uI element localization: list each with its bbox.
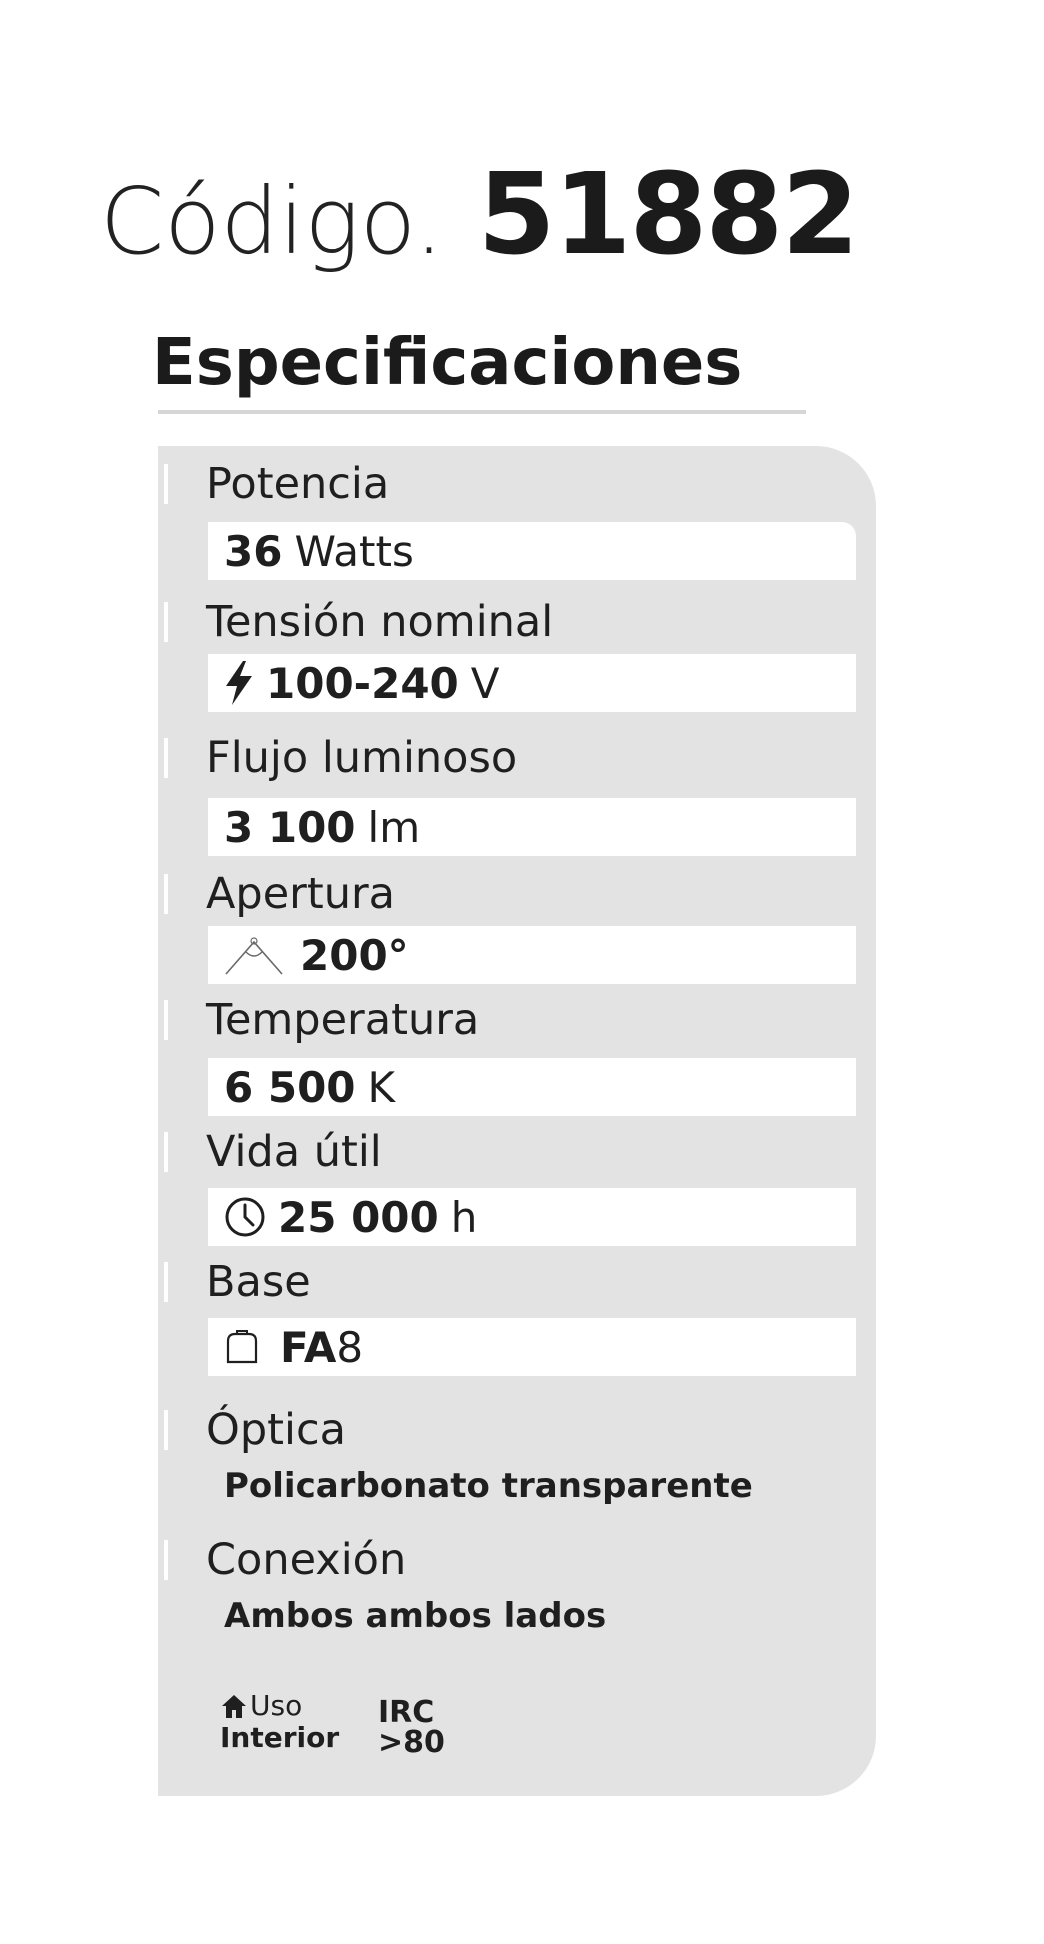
clock-icon — [224, 1196, 266, 1238]
vida-util-value: 25 000 — [278, 1192, 439, 1242]
code-number: 51882 — [477, 150, 858, 280]
potencia-value: 36 — [224, 526, 283, 576]
value-vida-util — [208, 1188, 856, 1246]
irc-badge — [378, 1695, 445, 1760]
base-unit: 8 — [336, 1322, 364, 1372]
apertura-value: 200° — [300, 930, 409, 980]
label-temperatura: Temperatura — [206, 995, 480, 1045]
label-base: Base — [206, 1257, 311, 1307]
lightning-icon — [224, 661, 254, 705]
base-socket-icon — [224, 1329, 260, 1365]
tension-unit: V — [470, 658, 500, 708]
label-flujo: Flujo luminoso — [206, 733, 518, 783]
label-vida-util: Vida útil — [206, 1127, 382, 1177]
uso-badge — [220, 1689, 340, 1754]
value-conexion: Ambos ambos lados — [224, 1596, 607, 1636]
value-base — [208, 1318, 856, 1376]
flujo-value: 3 100 — [224, 802, 356, 852]
value-apertura — [208, 926, 856, 984]
vida-util-unit: h — [450, 1192, 478, 1242]
value-temperatura — [208, 1058, 856, 1116]
value-potencia — [208, 522, 856, 580]
irc-label: IRC — [378, 1695, 435, 1730]
label-optica: Óptica — [206, 1405, 346, 1455]
potencia-unit: Watts — [294, 526, 414, 576]
heading-divider — [158, 410, 806, 414]
label-potencia: Potencia — [206, 459, 390, 509]
uso-value: Interior — [220, 1721, 340, 1754]
value-flujo — [208, 798, 856, 856]
tension-value: 100-240 — [266, 658, 459, 708]
code-label: Código. — [100, 168, 444, 275]
uso-label: Uso — [250, 1689, 303, 1722]
section-title: Especificaciones — [152, 326, 743, 400]
spec-panel — [158, 446, 876, 1796]
irc-value: >80 — [378, 1725, 445, 1760]
product-code-title — [100, 150, 857, 280]
temperatura-unit: K — [367, 1062, 396, 1112]
label-tension: Tensión nominal — [206, 597, 554, 647]
beam-angle-icon — [224, 934, 284, 976]
flujo-unit: lm — [367, 802, 421, 852]
value-tension — [208, 654, 856, 712]
base-value: FA — [280, 1322, 337, 1372]
house-icon — [220, 1693, 248, 1719]
label-conexion: Conexión — [206, 1535, 407, 1585]
value-optica: Policarbonato transparente — [224, 1466, 753, 1506]
label-apertura: Apertura — [206, 869, 395, 919]
temperatura-value: 6 500 — [224, 1062, 356, 1112]
